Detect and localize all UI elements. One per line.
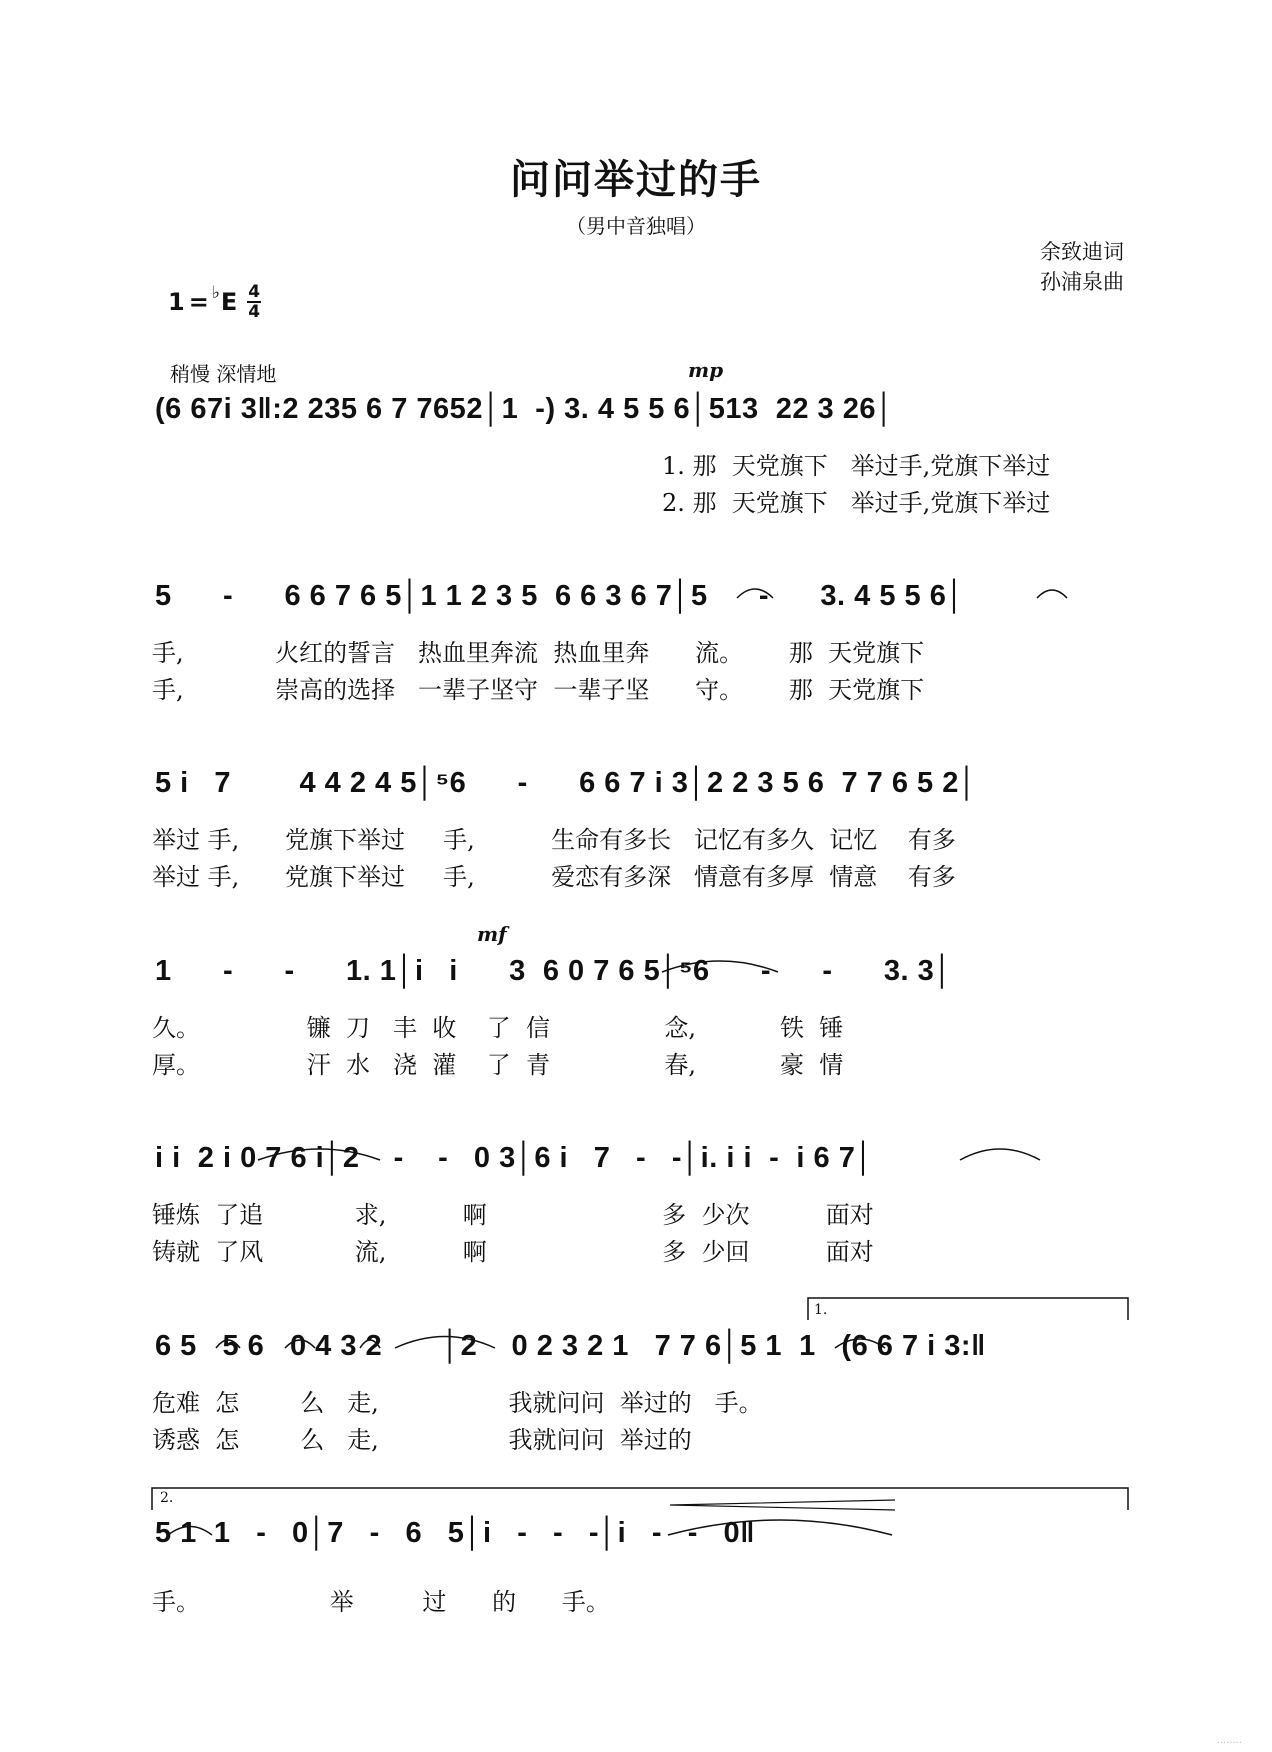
lyric-row-6-verse-1: 危难 怎 么 走, 我就问问 举过的 手。 (152, 1389, 763, 1417)
dynamic-mf: mf (477, 922, 507, 946)
slur-row-2 (737, 589, 773, 598)
volta-first-number: 1. (814, 1302, 828, 1318)
volta-first-bracket (808, 1298, 1128, 1320)
notation-row-5: i i 2 i 0 7 6 i│2 - - 0 3│6 i 7 - -│i. i i - i 6 7│ (155, 1142, 874, 1174)
slur-row-5 (258, 1149, 380, 1160)
volta-second-bracket (152, 1488, 1128, 1510)
slur-row-2b (1037, 590, 1067, 598)
lyric-row-2-verse-1: 手, 火红的誓言 热血里奔流 热血里奔 流。 那 天党旗下 (152, 639, 925, 667)
key-degree: 1 (168, 288, 185, 316)
lyric-row-6-verse-2: 诱惑 怎 么 走, 我就问问 举过的 (152, 1426, 692, 1454)
lyric-row-4-verse-2: 厚。 汗 水 浇 灌 了 青 春, 豪 情 (152, 1051, 844, 1079)
lyric-row-3-verse-2: 举过 手, 党旗下举过 手, 爱恋有多深 情意有多厚 情意 有多 (152, 863, 956, 891)
lyric-row-1-verse-2: 2. 那 天党旗下 举过手,党旗下举过 (662, 489, 1051, 517)
lyric-row-2-verse-2: 手, 崇高的选择 一辈子坚守 一辈子坚 守。 那 天党旗下 (152, 676, 925, 704)
notation-row-7: 5 1 1 - 0│7 - 6 5│i - - -│i - - 0‖ (155, 1517, 756, 1549)
lyric-row-1-verse-1: 1. 那 天党旗下 举过手,党旗下举过 (662, 452, 1051, 480)
notation-row-2: 5 - 6 6 7 6 5│1 1 2 3 5 6 6 3 6 7│5 - 3. 4 5 5 6│ (155, 580, 965, 612)
slur-row-5b (960, 1149, 1040, 1160)
slur-row-6c (360, 1340, 380, 1348)
notation-row-1: (6 67i 3‖:2 235 6 7 7652│1 -) 3. 4 5 5 6│513 22 3 26│ (155, 393, 895, 425)
slur-row-6a (216, 1340, 240, 1348)
lyric-row-3-verse-1: 举过 手, 党旗下举过 手, 生命有多长 记忆有多久 记忆 有多 (152, 826, 956, 854)
lyric-row-7: 手。 举 过 的 手。 (152, 1588, 610, 1616)
volta-second-number: 2. (160, 1490, 174, 1506)
composer-credit: 孙浦泉曲 (1040, 270, 1124, 294)
notation-row-4: 1 - - 1. 1│i i 3 6 0 7 6 5│⁵6 - - 3. 3│ (155, 955, 953, 987)
tempo-marking: 稍慢 深情地 (170, 362, 277, 386)
watermark: ........ (1216, 1735, 1242, 1746)
slur-row-6d (395, 1337, 495, 1349)
slur-row-6b (285, 1340, 315, 1348)
lyric-row-4-verse-1: 久。 镰 刀 丰 收 了 信 念, 铁 锤 (152, 1014, 844, 1042)
dynamic-mp: mp (688, 358, 724, 382)
song-subtitle: （男中音独唱） (566, 214, 706, 238)
lyric-row-5-verse-1: 锤炼 了追 求, 啊 多 少次 面对 (152, 1201, 874, 1229)
key-equals: = (188, 288, 209, 316)
hairpin-row-7 (670, 1500, 895, 1510)
time-signature-top: 4 (248, 282, 261, 302)
slur-row-6e (835, 1339, 885, 1348)
key-tonic: E (220, 288, 238, 316)
slur-row-7a (168, 1527, 212, 1536)
song-title: 问问举过的手 (510, 156, 762, 203)
lyricist-credit: 余致迪词 (1040, 240, 1124, 264)
time-signature-bottom: 4 (248, 302, 261, 322)
notation-row-3: 5 i 7 4 4 2 4 5│⁵6 - 6 6 7 i 3│2 2 3 5 6 7 7 6 5 2│ (155, 767, 978, 799)
flat-symbol: ♭ (211, 283, 220, 303)
notation-row-6: 6 5 5 6 0 4 3 2 │2 0 2 3 2 1 7 7 6│5 1 1 (6 6 7 i 3:‖ (155, 1330, 986, 1362)
lyric-row-5-verse-2: 铸就 了风 流, 啊 多 少回 面对 (152, 1238, 874, 1266)
slur-row-4 (662, 961, 778, 972)
slur-row-7b (668, 1520, 892, 1535)
